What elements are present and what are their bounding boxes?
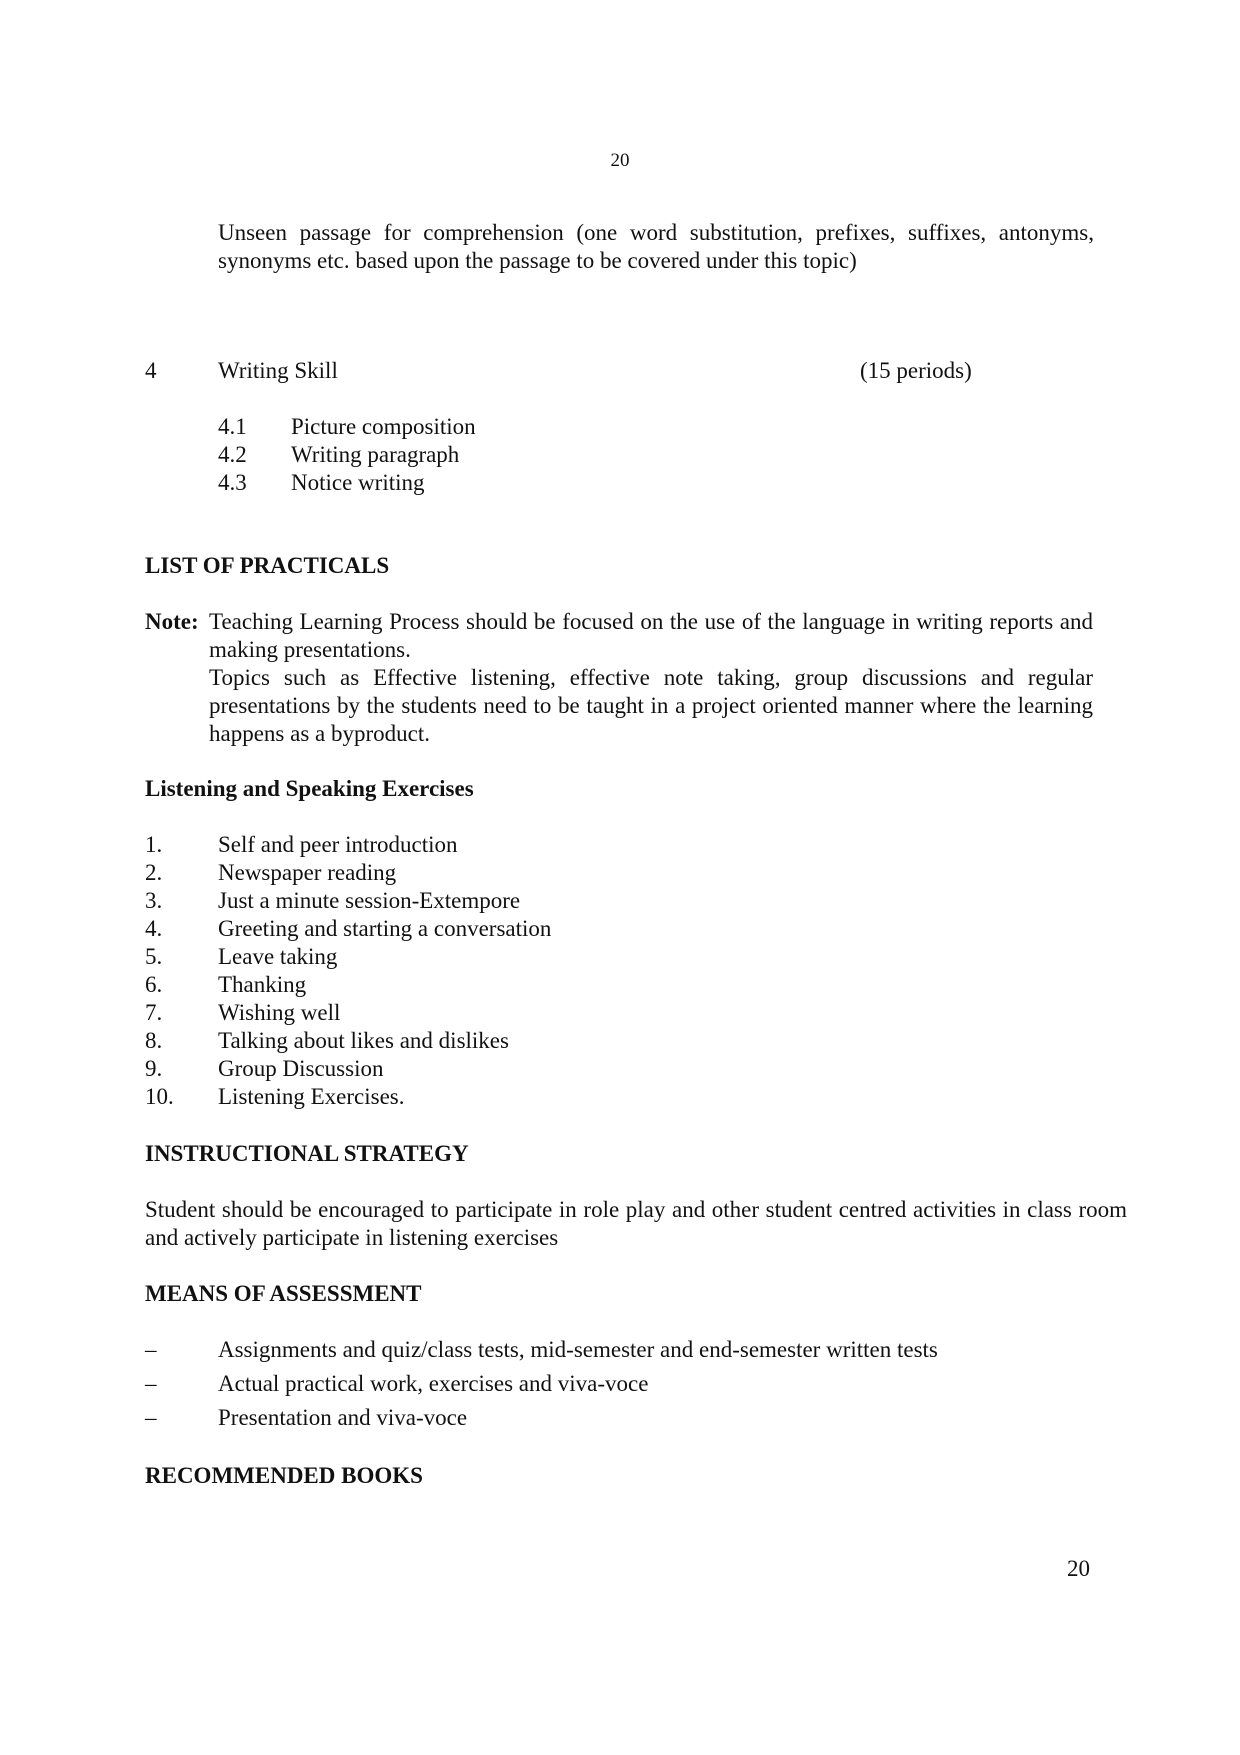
list-item (218, 441, 618, 469)
list-item (145, 943, 845, 971)
item-number: 9. (145, 1056, 163, 1081)
item-number: 4. (145, 916, 163, 941)
list-item (145, 1083, 845, 1111)
list-item (145, 1370, 1045, 1404)
list-item (145, 1027, 845, 1055)
note-paragraph: Topics such as Effective listening, effective note taking, group discussions and regular presentations by the students need to be taught in a project oriented manner where the learning happens as a byproduct. (209, 665, 1093, 746)
note-label: Note: (145, 609, 199, 634)
item-text: Assignments and quiz/class tests, mid-semester and end-semester written tests (218, 1337, 938, 1362)
list-item (145, 1404, 1045, 1438)
page-number-bottom: 20 (1067, 1556, 1090, 1581)
list-item (145, 999, 845, 1027)
assessment-heading: MEANS OF ASSESSMENT (145, 1281, 422, 1306)
list-item (145, 887, 845, 915)
unit-periods: (15 periods) (860, 358, 972, 383)
unit-number: 4 (145, 358, 157, 383)
unit-title: Writing Skill (218, 358, 338, 383)
list-item (145, 859, 845, 887)
subtopic-number: 4.3 (218, 470, 247, 495)
subtopic-text: Writing paragraph (291, 442, 460, 467)
item-text: Thanking (218, 972, 307, 997)
dash-bullet: – (145, 1405, 157, 1430)
strategy-heading: INSTRUCTIONAL STRATEGY (145, 1141, 469, 1166)
item-number: 7. (145, 1000, 163, 1025)
assessment-list (145, 1336, 1045, 1438)
item-number: 5. (145, 944, 163, 969)
item-text: Group Discussion (218, 1056, 384, 1081)
books-heading: RECOMMENDED BOOKS (145, 1463, 423, 1488)
list-item (218, 469, 618, 497)
subtopic-number: 4.2 (218, 442, 247, 467)
subtopic-list (218, 413, 618, 497)
item-number: 10. (145, 1084, 174, 1109)
list-item (145, 915, 845, 943)
strategy-text: Student should be encouraged to participate in role play and other student centred activities in class room and actively participate in listening exercises (145, 1197, 1127, 1250)
list-item (218, 413, 618, 441)
unseen-passage-text: Unseen passage for comprehension (one word substitution, prefixes, suffixes, antonyms, synonyms etc. based upon the passage to be covered under this topic) (218, 220, 1094, 273)
item-number: 1. (145, 832, 163, 857)
item-text: Leave taking (218, 944, 338, 969)
item-number: 3. (145, 888, 163, 913)
item-text: Greeting and starting a conversation (218, 916, 552, 941)
note-text (209, 608, 1093, 748)
practicals-heading: LIST OF PRACTICALS (145, 553, 390, 578)
list-item (145, 1055, 845, 1083)
item-number: 6. (145, 972, 163, 997)
item-text: Newspaper reading (218, 860, 397, 885)
dash-bullet: – (145, 1337, 157, 1362)
item-text: Actual practical work, exercises and viva-voce (218, 1371, 649, 1396)
listening-exercise-list (145, 831, 845, 1111)
item-text: Wishing well (218, 1000, 341, 1025)
list-item (145, 1336, 1045, 1370)
item-text: Talking about likes and dislikes (218, 1028, 509, 1053)
dash-bullet: – (145, 1371, 157, 1396)
item-number: 2. (145, 860, 163, 885)
subtopic-number: 4.1 (218, 414, 247, 439)
page-number-top: 20 (610, 150, 630, 171)
list-item (145, 831, 845, 859)
list-item (145, 971, 845, 999)
item-text: Listening Exercises. (218, 1084, 405, 1109)
item-number: 8. (145, 1028, 163, 1053)
note-paragraph: Teaching Learning Process should be focused on the use of the language in writing reports and making presentations. (209, 609, 1093, 662)
item-text: Self and peer introduction (218, 832, 458, 857)
listening-heading: Listening and Speaking Exercises (145, 776, 474, 801)
item-text: Presentation and viva-voce (218, 1405, 468, 1430)
subtopic-text: Picture composition (291, 414, 476, 439)
subtopic-text: Notice writing (291, 470, 425, 495)
item-text: Just a minute session-Extempore (218, 888, 521, 913)
